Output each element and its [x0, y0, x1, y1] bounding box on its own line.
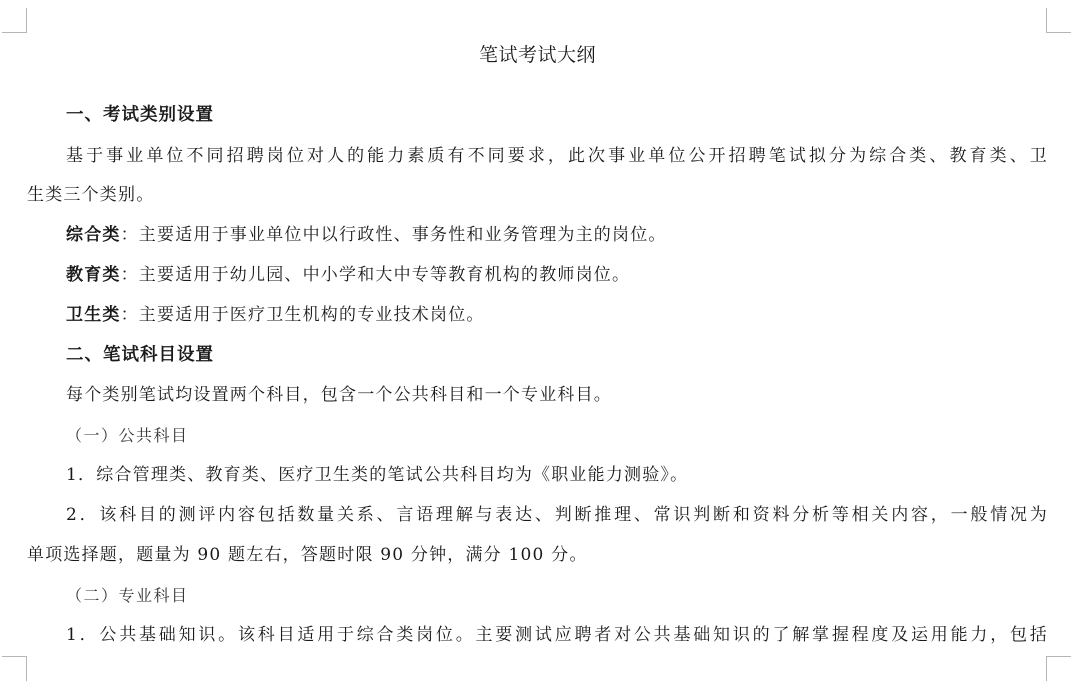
category-item-education	[66, 264, 630, 286]
professional-subject-heading: （二）专业科目	[66, 586, 189, 605]
category-description: ：主要适用于事业单位中以行政性、事务性和业务管理为主的岗位。	[120, 225, 667, 245]
page-corner-mark-bottom-right	[1046, 656, 1071, 681]
section2-intro: 每个类别笔试均设置两个科目，包含一个公共科目和一个专业科目。	[66, 385, 612, 405]
public-subject-item2-line2: 单项选择题，题量为 90 题左右，答题时限 90 分钟，满分 100 分。	[27, 545, 588, 565]
section2-heading: 二、笔试科目设置	[66, 345, 214, 365]
category-item-health	[66, 304, 485, 326]
category-label: 综合类	[66, 225, 121, 245]
category-description: ：主要适用于医疗卫生机构的专业技术岗位。	[120, 305, 485, 325]
section1-intro-line1: 基于事业单位不同招聘岗位对人的能力素质有不同要求，此次事业单位公开招聘笔试拟分为综合类、教育类、卫	[66, 146, 1048, 166]
document-title: 笔试考试大纲	[478, 44, 596, 66]
section1-intro-line2: 生类三个类别。	[27, 185, 155, 205]
section1-heading: 一、考试类别设置	[66, 105, 214, 125]
category-label: 卫生类	[66, 305, 121, 325]
category-item-comprehensive	[66, 224, 667, 246]
category-description: ：主要适用于幼儿园、中小学和大中专等教育机构的教师岗位。	[120, 265, 631, 285]
public-subject-item2-line1: 2．该科目的测评内容包括数量关系、言语理解与表达、判断推理、常识判断和资料分析等相关内容，一般情况为	[66, 505, 1048, 525]
public-subject-heading: （一）公共科目	[66, 426, 189, 445]
category-label: 教育类	[66, 265, 121, 285]
page-corner-mark-bottom-left	[2, 656, 27, 681]
page-corner-mark-top-right	[1046, 8, 1071, 33]
professional-subject-item1-line1: 1．公共基础知识。该科目适用于综合类岗位。主要测试应聘者对公共基础知识的了解掌握程度及运用能力，包括	[66, 625, 1048, 645]
public-subject-item1: 1．综合管理类、教育类、医疗卫生类的笔试公共科目均为《职业能力测验》。	[66, 465, 689, 485]
page-corner-mark-top-left	[2, 8, 27, 33]
